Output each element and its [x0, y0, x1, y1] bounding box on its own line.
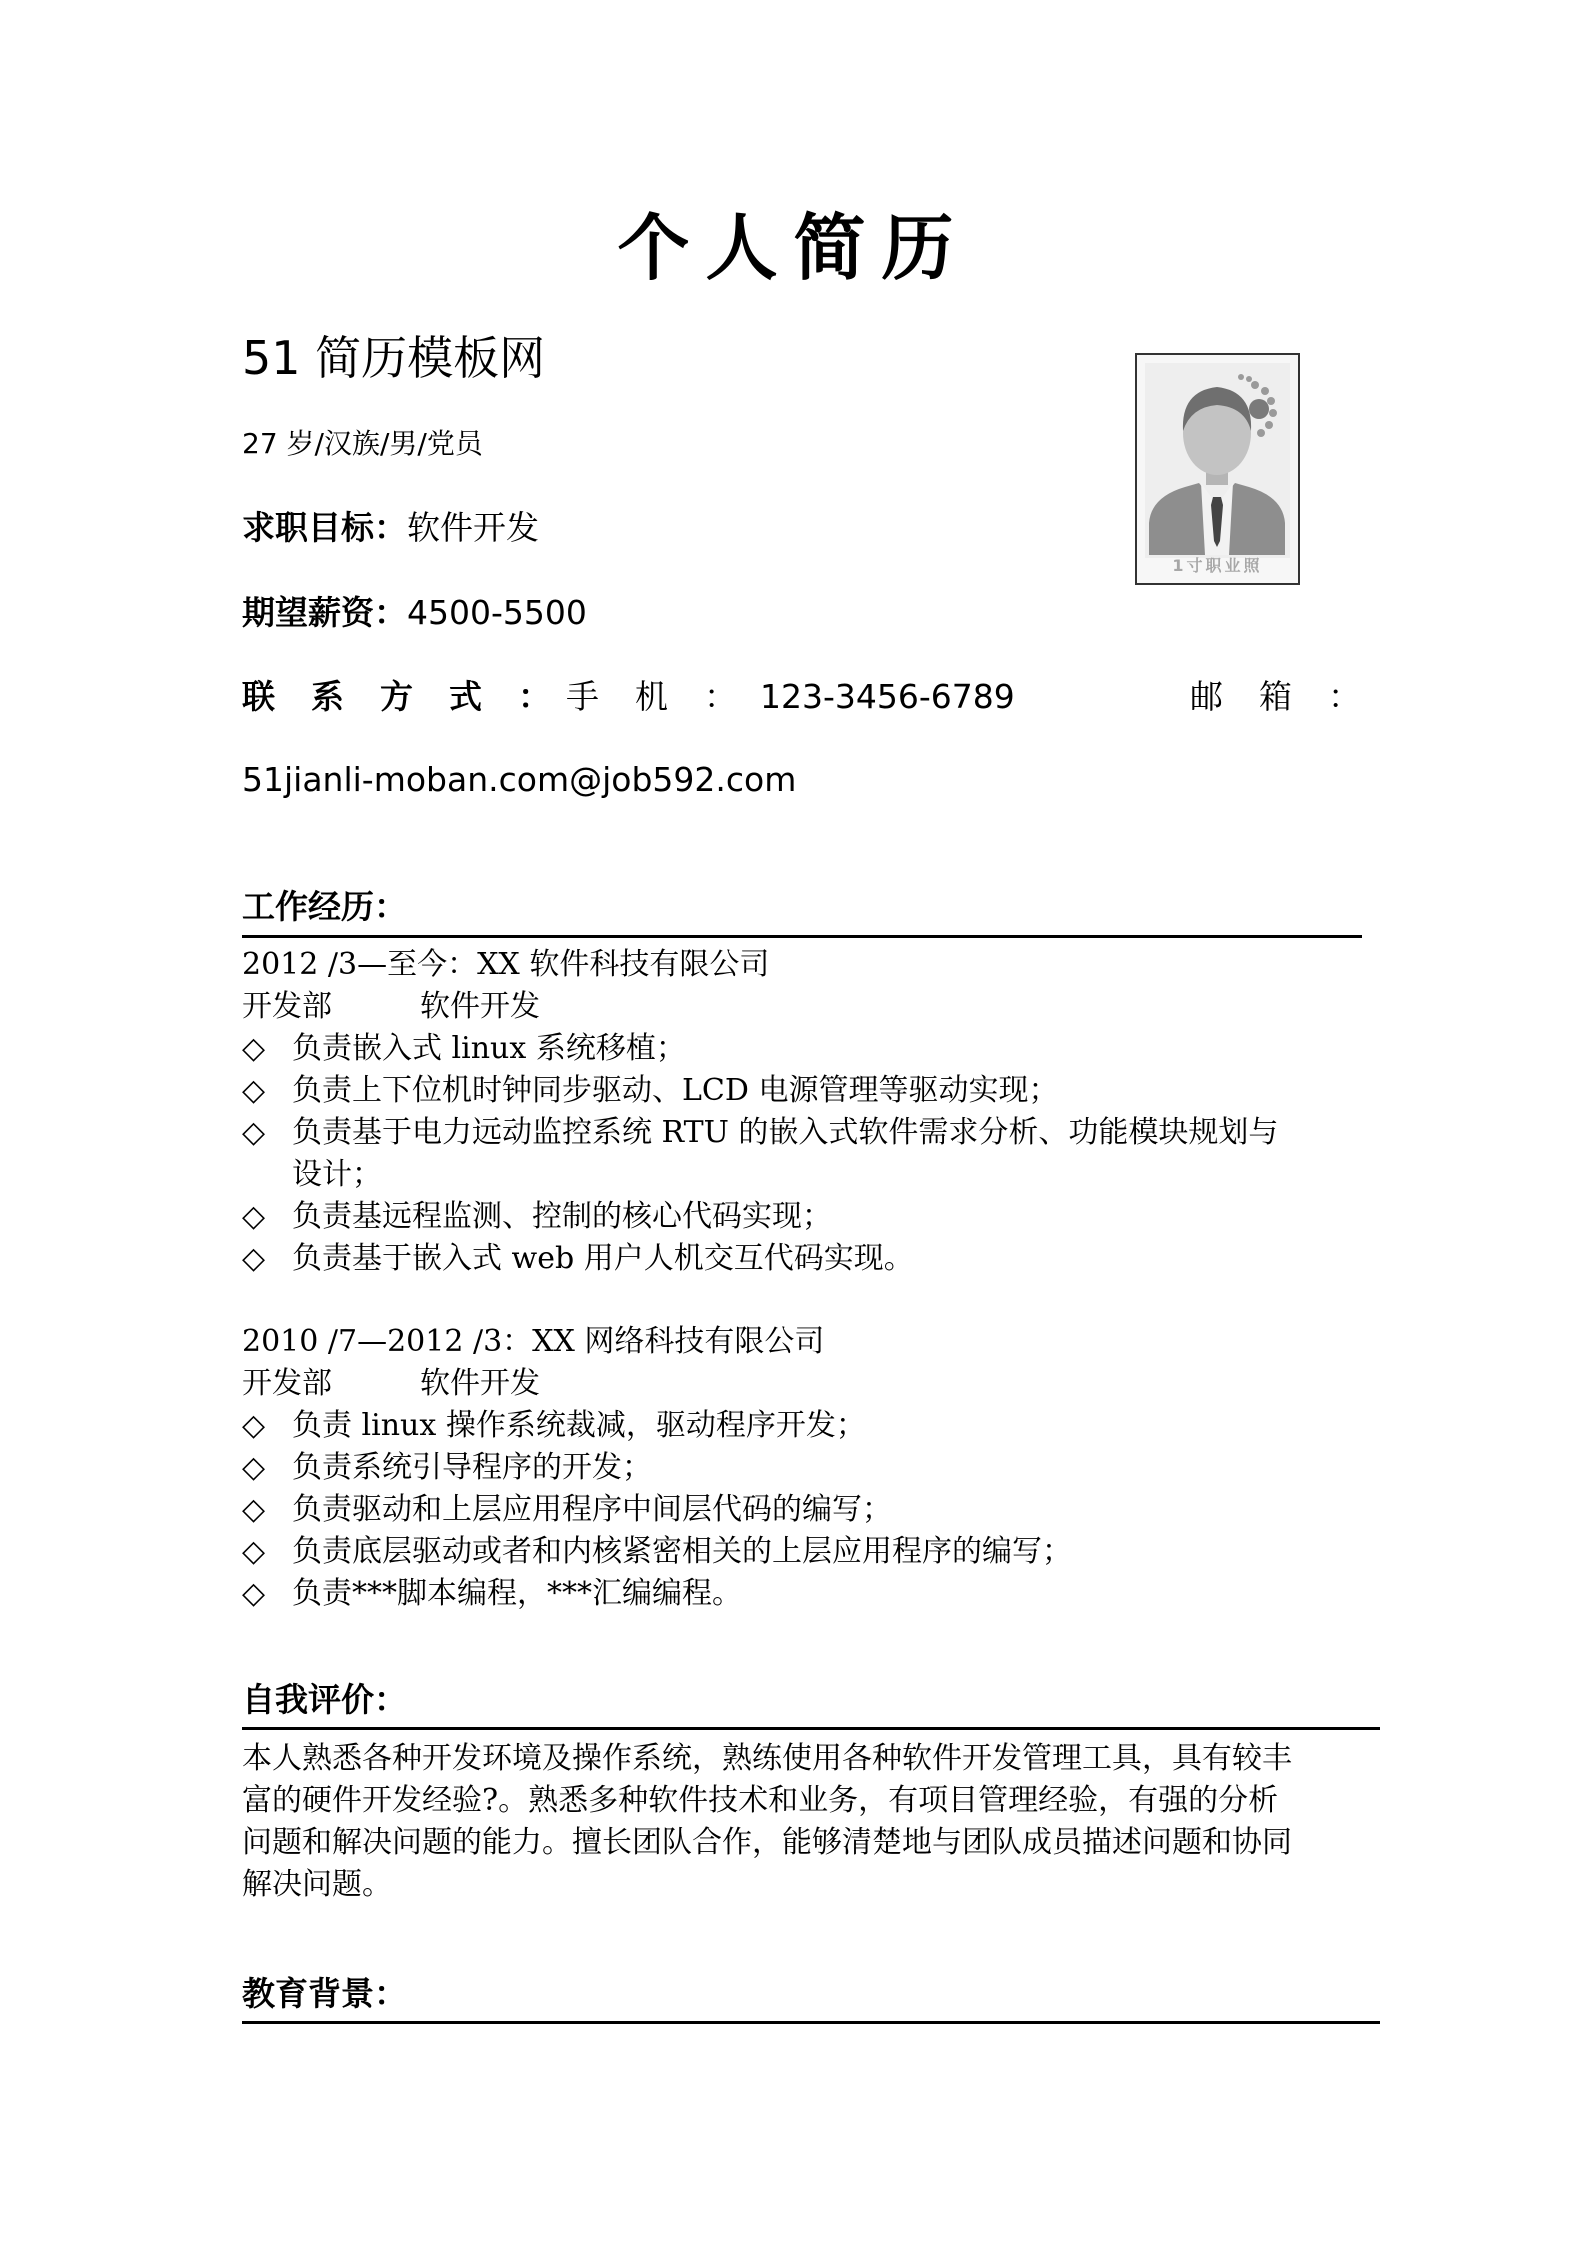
job-2-duty: ◇ 负责系统引导程序的开发；: [242, 1450, 652, 1485]
contact-label: 联系方式：: [242, 677, 587, 716]
job-1-duty: ◇ 负责基远程监测、控制的核心代码实现；: [242, 1199, 832, 1234]
page-title: 个人简历: [617, 205, 970, 290]
job-2-duty: ◇ 负责驱动和上层应用程序中间层代码的编写；: [242, 1492, 892, 1527]
job-1-role: 软件开发: [420, 989, 540, 1024]
self-eval-line: 解决问题。: [242, 1867, 392, 1902]
photo-caption: 1寸职业照: [1172, 556, 1263, 575]
person-silhouette-icon: [1137, 355, 1298, 583]
job-2-duty: ◇ 负责底层驱动或者和内核紧密相关的上层应用程序的编写；: [242, 1534, 1072, 1569]
self-eval-divider: [242, 1727, 1380, 1730]
diamond-bullet-icon: ◇: [242, 1492, 266, 1527]
self-eval-line: 问题和解决问题的能力。擅长团队合作，能够清楚地与团队成员描述问题和协同: [242, 1825, 1292, 1860]
job-2-duty: ◇ 负责***脚本编程，***汇编编程。: [242, 1576, 742, 1611]
work-divider: [242, 935, 1362, 938]
diamond-bullet-icon: ◇: [242, 1031, 266, 1066]
objective-value: 软件开发: [407, 508, 539, 547]
job-1-period-company: 2012 /3—至今：XX 软件科技有限公司: [242, 947, 770, 982]
self-eval-line: 富的硬件开发经验?。熟悉多种软件技术和业务，有项目管理经验，有强的分析: [242, 1783, 1279, 1818]
job-1-duty-continued: 设计；: [292, 1157, 382, 1192]
objective-row: [242, 508, 539, 547]
diamond-bullet-icon: ◇: [242, 1534, 266, 1569]
job-2-period-company: 2010 /7—2012 /3：XX 网络科技有限公司: [242, 1324, 825, 1359]
diamond-bullet-icon: ◇: [242, 1450, 266, 1485]
job-2-duty: ◇ 负责 linux 操作系统裁减，驱动程序开发；: [242, 1408, 866, 1443]
email-value: 51jianli-moban.com@job592.com: [242, 760, 797, 799]
personal-info: 27 岁/汉族/男/党员: [242, 427, 483, 460]
job-1-duty: ◇ 负责基于电力远动监控系统 RTU 的嵌入式软件需求分析、功能模块规划与: [242, 1115, 1279, 1150]
diamond-bullet-icon: ◇: [242, 1576, 266, 1611]
job-1-duty: ◇ 负责嵌入式 linux 系统移植；: [242, 1031, 686, 1066]
email-label: 邮箱：: [1190, 677, 1397, 716]
diamond-bullet-icon: ◇: [242, 1241, 266, 1276]
job-2-role: 软件开发: [420, 1366, 540, 1401]
objective-label: 求职目标：: [242, 508, 407, 547]
salary-label: 期望薪资：: [242, 593, 407, 632]
phone-label: 手机：: [566, 677, 773, 716]
self-eval-line: 本人熟悉各种开发环境及操作系统，熟练使用各种软件开发管理工具，具有较丰: [242, 1741, 1292, 1776]
job-2-dept: 开发部: [242, 1366, 332, 1401]
self-eval-heading: 自我评价：: [242, 1680, 407, 1719]
education-divider: [242, 2021, 1380, 2024]
education-heading: 教育背景：: [242, 1974, 407, 2013]
diamond-bullet-icon: ◇: [242, 1199, 266, 1234]
candidate-name: 51 简历模板网: [242, 331, 546, 385]
phone-value: 123-3456-6789: [760, 677, 1015, 716]
job-1-dept: 开发部: [242, 989, 332, 1024]
diamond-bullet-icon: ◇: [242, 1408, 266, 1443]
salary-value: 4500-5500: [407, 593, 587, 632]
self-eval-text: [242, 1738, 1362, 1906]
diamond-bullet-icon: ◇: [242, 1115, 266, 1150]
profile-photo: [1135, 353, 1300, 585]
job-1-duty: ◇ 负责基于嵌入式 web 用户人机交互代码实现。: [242, 1241, 914, 1276]
diamond-bullet-icon: ◇: [242, 1073, 266, 1108]
salary-row: [242, 593, 587, 632]
work-heading: 工作经历：: [242, 887, 407, 926]
job-1-duty: ◇ 负责上下位机时钟同步驱动、LCD 电源管理等驱动实现；: [242, 1073, 1059, 1108]
